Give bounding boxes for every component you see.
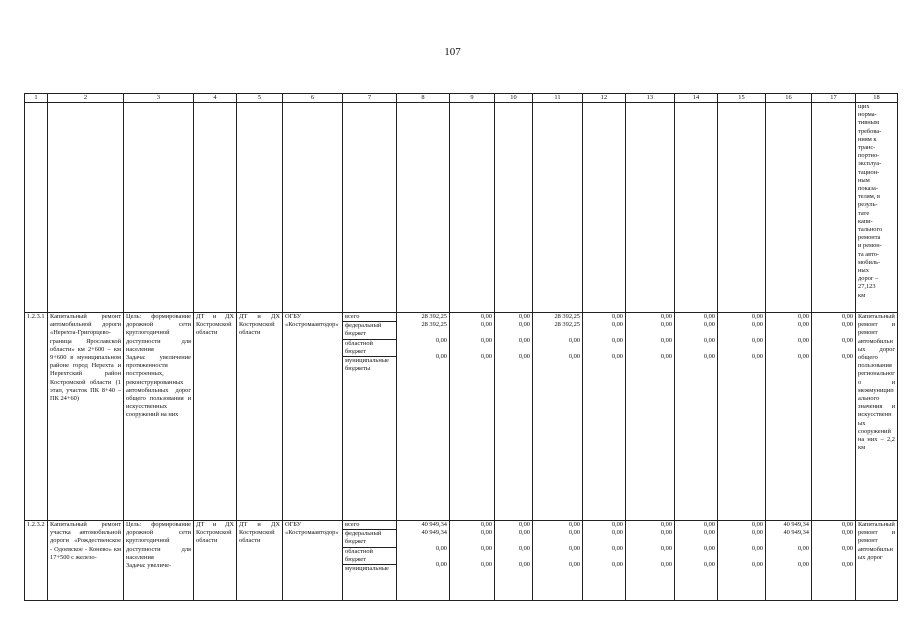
value-cell xyxy=(533,313,583,521)
value-cell xyxy=(812,521,856,601)
value: 0,00 xyxy=(660,337,672,345)
coordinator: ДТ и ДХ Костромской области xyxy=(237,521,283,601)
value: 0,00 xyxy=(797,561,809,569)
value: 40 949,34 xyxy=(783,521,809,528)
value: 0,00 xyxy=(703,353,715,361)
value-cell xyxy=(626,521,675,601)
value-cell xyxy=(766,521,812,601)
value: 0,00 xyxy=(703,321,715,329)
value: 0,00 xyxy=(751,313,763,320)
value: 0,00 xyxy=(480,545,492,553)
expected-result: Капитальный ремонт и ремонт автомобильных дорог xyxy=(856,521,898,601)
value: 0,00 xyxy=(568,561,580,569)
value: 0,00 xyxy=(518,545,530,553)
funding-source: областной бюджет xyxy=(343,340,396,357)
result-continuation: щих норма- тивным требова- ниям к транс- портно- эксплуа- тацион- ным показа- телям, в резуль- тате капи- тального ремонта и ремон- та авто- мобиль- ных дорог – 27,123 км xyxy=(856,103,898,313)
funding-sources xyxy=(343,521,397,601)
value: 0,00 xyxy=(518,337,530,345)
funding-source: федеральный бюджет xyxy=(343,322,396,339)
value-cell xyxy=(675,313,718,521)
column-number: 17 xyxy=(812,94,856,103)
value: 0,00 xyxy=(660,321,672,329)
customer: ДТ и ДХ Костромской области xyxy=(194,313,237,521)
column-number: 18 xyxy=(856,94,898,103)
value: 0,00 xyxy=(841,529,853,537)
value: 0,00 xyxy=(703,521,715,528)
funding-source: всего xyxy=(343,521,396,530)
value: 0,00 xyxy=(435,561,447,569)
value-cell xyxy=(718,313,766,521)
value-cell xyxy=(626,313,675,521)
value: 0,00 xyxy=(611,521,623,528)
value: 28 392,25 xyxy=(554,313,580,320)
executor: ОГБУ «Костромаавтодор» xyxy=(283,521,343,601)
value: 0,00 xyxy=(841,313,853,320)
value: 0,00 xyxy=(568,353,580,361)
value: 0,00 xyxy=(611,529,623,537)
column-number: 5 xyxy=(237,94,283,103)
column-number: 9 xyxy=(450,94,495,103)
value: 0,00 xyxy=(568,521,580,528)
column-number-row xyxy=(25,94,898,103)
value: 0,00 xyxy=(660,313,672,320)
value: 0,00 xyxy=(435,353,447,361)
continuation-row xyxy=(25,103,898,313)
funding-sources xyxy=(343,313,397,521)
funding-source: областной бюджет xyxy=(343,548,396,565)
column-number: 3 xyxy=(124,94,194,103)
value-cell xyxy=(718,521,766,601)
goal-task: Цель: формирование дорожной сети круглогодичной доступности для населения Задача: увеличе- xyxy=(124,521,194,601)
value: 28 392,25 xyxy=(421,321,447,329)
value: 0,00 xyxy=(703,337,715,345)
value: 0,00 xyxy=(841,337,853,345)
column-number: 11 xyxy=(533,94,583,103)
value: 0,00 xyxy=(518,529,530,537)
row-code: 1.2.3.1 xyxy=(25,313,48,521)
value: 0,00 xyxy=(751,529,763,537)
table-row xyxy=(25,521,898,601)
value: 0,00 xyxy=(841,521,853,528)
table-row xyxy=(25,313,898,521)
value-cell xyxy=(583,313,626,521)
column-number: 10 xyxy=(495,94,533,103)
column-number: 15 xyxy=(718,94,766,103)
value: 0,00 xyxy=(611,545,623,553)
value: 0,00 xyxy=(568,337,580,345)
value-cell xyxy=(450,313,495,521)
value-cell xyxy=(397,313,450,521)
value: 40 949,34 xyxy=(421,521,447,528)
column-number: 16 xyxy=(766,94,812,103)
value: 0,00 xyxy=(480,521,492,528)
value-cell xyxy=(495,521,533,601)
column-number: 7 xyxy=(343,94,397,103)
row-code: 1.2.3.2 xyxy=(25,521,48,601)
value: 0,00 xyxy=(480,529,492,537)
column-number: 6 xyxy=(283,94,343,103)
value: 0,00 xyxy=(611,321,623,329)
value: 40 949,34 xyxy=(783,529,809,537)
value: 0,00 xyxy=(841,561,853,569)
value: 0,00 xyxy=(435,545,447,553)
value-cell xyxy=(533,521,583,601)
funding-source: федеральный бюджет xyxy=(343,530,396,547)
value-cell xyxy=(812,313,856,521)
column-number: 1 xyxy=(25,94,48,103)
value: 0,00 xyxy=(703,545,715,553)
value: 0,00 xyxy=(797,545,809,553)
value: 0,00 xyxy=(480,313,492,320)
value: 0,00 xyxy=(841,545,853,553)
funding-source: всего xyxy=(343,313,396,322)
value-cell xyxy=(397,521,450,601)
value: 0,00 xyxy=(435,337,447,345)
value: 0,00 xyxy=(611,561,623,569)
value: 40 949,34 xyxy=(421,529,447,537)
value: 0,00 xyxy=(660,529,672,537)
value: 0,00 xyxy=(797,313,809,320)
data-table xyxy=(24,93,898,601)
value: 0,00 xyxy=(611,313,623,320)
value: 0,00 xyxy=(518,321,530,329)
column-number: 13 xyxy=(626,94,675,103)
value: 0,00 xyxy=(797,337,809,345)
value: 0,00 xyxy=(751,521,763,528)
value: 0,00 xyxy=(480,337,492,345)
value: 0,00 xyxy=(660,521,672,528)
value: 0,00 xyxy=(480,561,492,569)
value: 0,00 xyxy=(751,561,763,569)
customer: ДТ и ДХ Костромской области xyxy=(194,521,237,601)
value: 0,00 xyxy=(518,313,530,320)
value: 0,00 xyxy=(751,545,763,553)
funding-source: муниципальные бюджеты xyxy=(345,357,389,373)
executor: ОГБУ «Костромаавтодор» xyxy=(283,313,343,521)
value-cell xyxy=(583,521,626,601)
value: 28 392,25 xyxy=(554,321,580,329)
value: 0,00 xyxy=(518,521,530,528)
object-name: Капитальный ремонт участка автомобильной дороги «Рождественское - Одоевское - Конево» км 17+500 с железо- xyxy=(48,521,124,601)
value: 0,00 xyxy=(841,353,853,361)
value-cell xyxy=(450,521,495,601)
funding-source: муниципальные xyxy=(345,565,389,573)
value: 0,00 xyxy=(611,337,623,345)
value: 0,00 xyxy=(480,321,492,329)
value-cell xyxy=(675,521,718,601)
value: 0,00 xyxy=(660,545,672,553)
value: 0,00 xyxy=(751,321,763,329)
value: 0,00 xyxy=(797,321,809,329)
object-name: Капитальный ремонт автомобильной дороги «Нерехта-Григорцево-граница Ярославской области» км 2+600 – км 9+600 в муниципальном районе город Нерехта и Нерехтский район Костромской области (1 этап, участок ПК 8+40 – ПК 24+60) xyxy=(48,313,124,521)
value: 0,00 xyxy=(611,353,623,361)
value: 0,00 xyxy=(703,313,715,320)
expected-result: Капитальный ремонт и ремонт автомобильных дорог общего пользования регионального и межмуниципального значения и искусственных сооружений на них – 2,2 км xyxy=(856,313,898,521)
coordinator: ДТ и ДХ Костромской области xyxy=(237,313,283,521)
value: 0,00 xyxy=(751,337,763,345)
value-cell xyxy=(495,313,533,521)
value: 28 392,25 xyxy=(421,313,447,320)
value: 0,00 xyxy=(751,353,763,361)
value: 0,00 xyxy=(660,353,672,361)
value: 0,00 xyxy=(480,353,492,361)
column-number: 8 xyxy=(397,94,450,103)
value: 0,00 xyxy=(568,545,580,553)
value: 0,00 xyxy=(660,561,672,569)
value: 0,00 xyxy=(568,529,580,537)
value: 0,00 xyxy=(703,561,715,569)
value-cell xyxy=(766,313,812,521)
value: 0,00 xyxy=(797,353,809,361)
column-number: 14 xyxy=(675,94,718,103)
value: 0,00 xyxy=(841,321,853,329)
goal-task: Цель: формирование дорожной сети круглогодичной доступности для населения Задача: увеличение протяженности построенных, реконструированных автомобильных дорог общего пользования и искусственных сооружений на них xyxy=(124,313,194,521)
column-number: 4 xyxy=(194,94,237,103)
column-number: 2 xyxy=(48,94,124,103)
value: 0,00 xyxy=(703,529,715,537)
page-number: 107 xyxy=(444,46,461,58)
value: 0,00 xyxy=(518,353,530,361)
value: 0,00 xyxy=(518,561,530,569)
column-number: 12 xyxy=(583,94,626,103)
